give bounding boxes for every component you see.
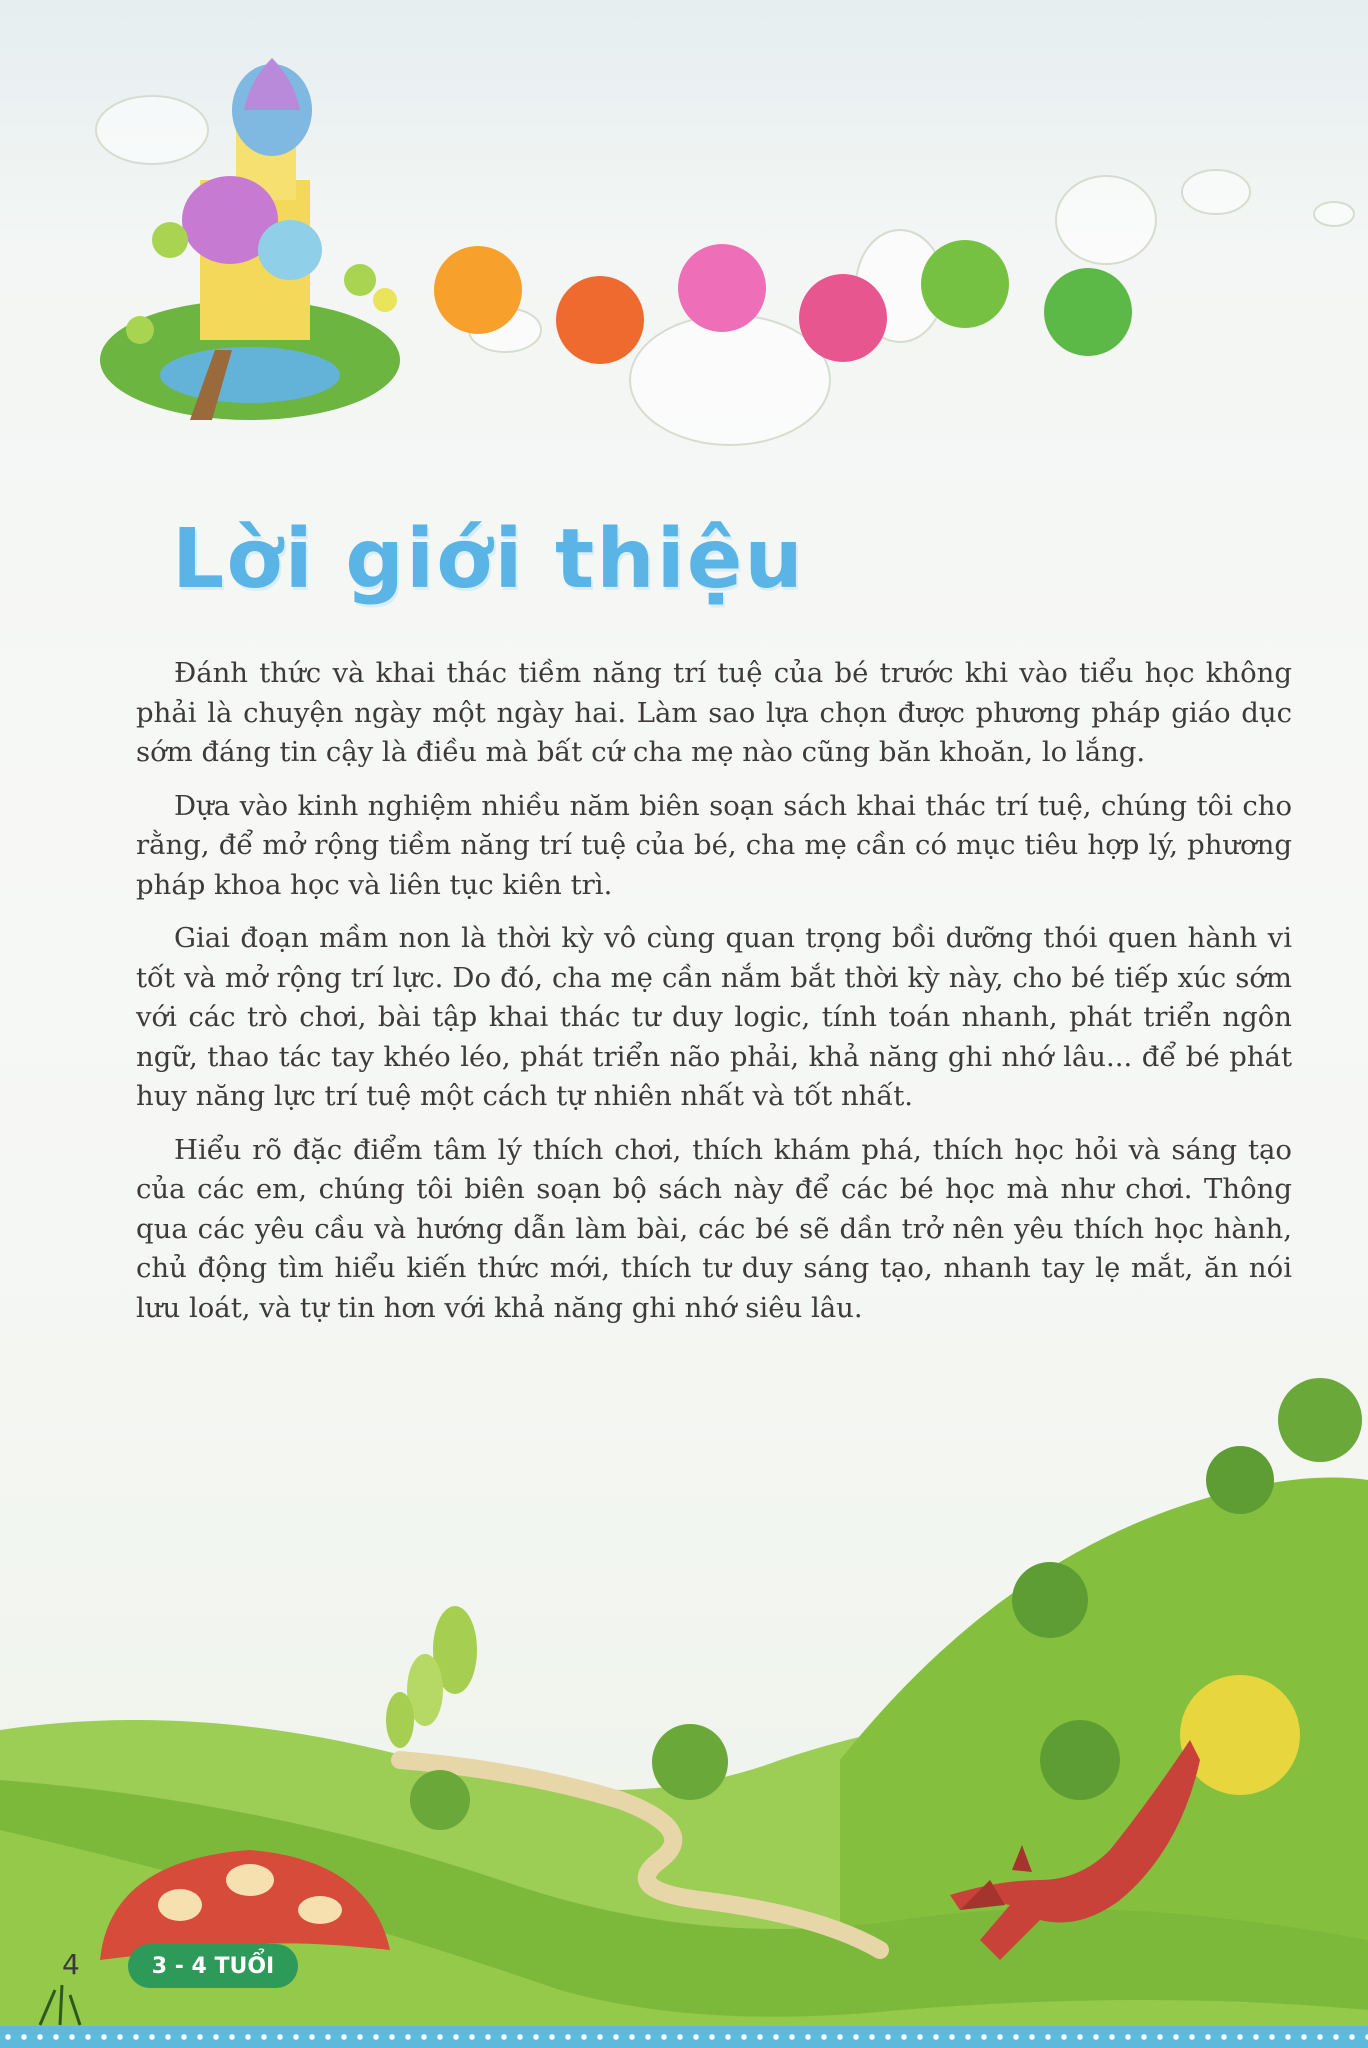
page-number: 4 [62, 1948, 80, 1981]
dotted-bottom-strip [0, 2026, 1368, 2048]
paragraph-1: Đánh thức và khai thác tiềm năng trí tuệ của bé trước khi vào tiểu học không phải là chuyện ngày một ngày hai. Làm sao lựa chọn được phương pháp giáo dục sớm đáng tin cậy là điều mà bất cứ cha mẹ nào cũng băn khoăn, lo lắng. [136, 657, 1292, 768]
paragraph-2: Dựa vào kinh nghiệm nhiều năm biên soạn sách khai thác trí tuệ, chúng tôi cho rằng, để mở rộng tiềm năng trí tuệ của bé, cha mẹ cần có mục tiêu hợp lý, phương pháp khoa học và liên tục kiên trì. [136, 789, 1292, 901]
age-badge: 3 - 4 TUỔI [128, 1944, 298, 1988]
introduction-text [136, 654, 1292, 1342]
page-title: Lời giới thiệu [172, 512, 805, 607]
paragraph-4: Hiểu rõ đặc điểm tâm lý thích chơi, thích khám phá, thích học hỏi và sáng tạo của các em, chúng tôi biên soạn bộ sách này để các bé học mà như chơi. Thông qua các yêu cầu và hướng dẫn làm bài, các bé sẽ dần trở nên yêu thích học hành, chủ động tìm hiểu kiến thức mới, thích tư duy sáng tạo, nhanh tay lẹ mắt, ăn nói lưu loát, và tự tin hơn với khả năng ghi nhớ siêu lâu. [136, 1133, 1292, 1324]
paragraph-3: Giai đoạn mầm non là thời kỳ vô cùng quan trọng bồi dưỡng thói quen hành vi tốt và mở rộng trí lực. Do đó, cha mẹ cần nắm bắt thời kỳ này, cho bé tiếp xúc sớm với các trò chơi, bài tập khai thác tư duy logic, tính toán nhanh, phát triển ngôn ngữ, thao tác tay khéo léo, phát triển não phải, khả năng ghi nhớ lâu... để bé phát huy năng lực trí tuệ một cách tự nhiên nhất và tốt nhất. [136, 922, 1292, 1112]
